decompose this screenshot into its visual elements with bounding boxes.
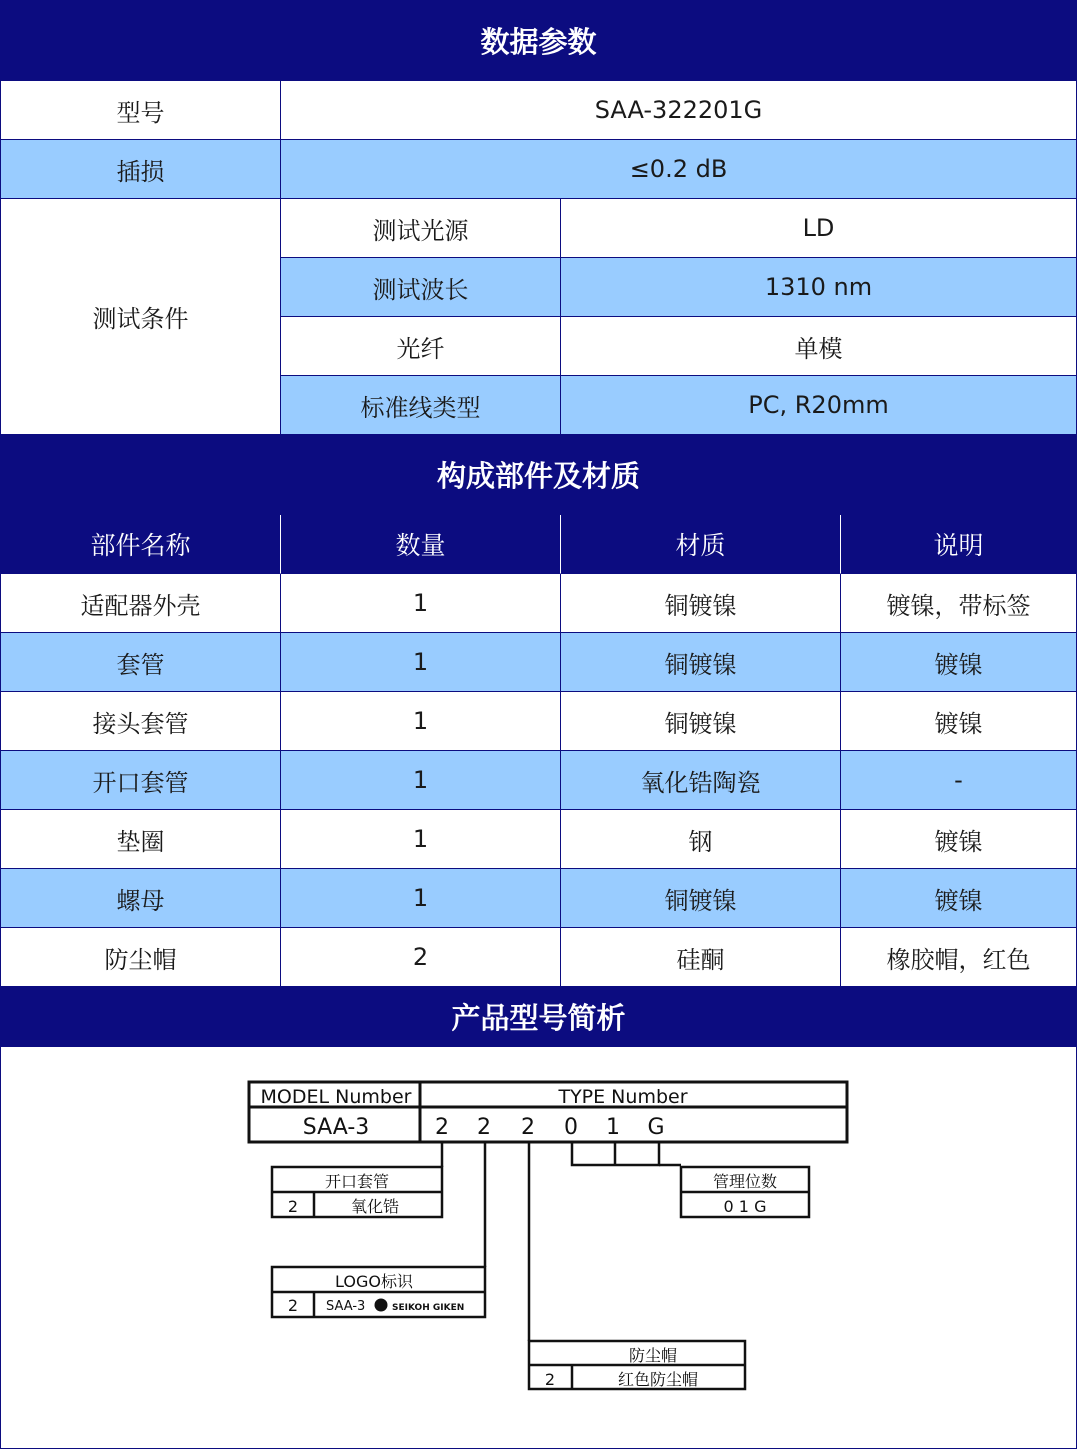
logo-box-desc: SAA-3: [326, 1299, 366, 1314]
logo-box-brand: SEIKOH GIKEN: [392, 1303, 465, 1313]
type-number-label: TYPE Number: [558, 1086, 688, 1108]
column-header: 说明: [841, 515, 1076, 574]
row-label: 型号: [1, 81, 281, 140]
cell-note: 橡胶帽，红色: [841, 928, 1076, 987]
cell-part: 接头套管: [1, 692, 281, 751]
cell-material: 铜镀镍: [561, 869, 841, 928]
cell-part: 垫圈: [1, 810, 281, 869]
connector-lines: [442, 1142, 681, 1341]
cell-part: 防尘帽: [1, 928, 281, 987]
cap-box-title: 防尘帽: [628, 1346, 678, 1365]
table-row: [1, 810, 1076, 869]
cell-material: 铜镀镍: [561, 574, 841, 633]
cell-note: 镀镍: [841, 692, 1076, 751]
column-header: 数量: [281, 515, 561, 574]
section-header-model: [1, 987, 1076, 1047]
table-row: [281, 317, 1076, 376]
table-row: [281, 199, 1076, 258]
cell-qty: 1: [281, 574, 561, 633]
cell-part: 开口套管: [1, 751, 281, 810]
cell-part: 螺母: [1, 869, 281, 928]
table-row: [1, 869, 1076, 928]
condition-label: 测试光源: [281, 199, 561, 258]
condition-value: LD: [561, 199, 1076, 258]
cell-qty: 2: [281, 928, 561, 987]
logo-box-title: LOGO标识: [335, 1272, 413, 1291]
cell-note: 镀镍: [841, 869, 1076, 928]
cell-part: 套管: [1, 633, 281, 692]
cap-box-code: 2: [544, 1370, 556, 1389]
sleeve-box-code: 2: [287, 1197, 299, 1216]
type-digit: 0: [564, 1115, 578, 1140]
type-digit: 2: [435, 1115, 449, 1140]
section-title: 构成部件及材质: [1, 435, 1076, 515]
condition-label: 标准线类型: [281, 376, 561, 435]
row-label: 插损: [1, 140, 281, 199]
condition-value: PC, R20mm: [561, 376, 1076, 435]
cell-note: 镀镍，带标签: [841, 574, 1076, 633]
cell-qty: 1: [281, 869, 561, 928]
model-number-label: MODEL Number: [260, 1086, 412, 1108]
section-title: 产品型号简析: [1, 987, 1076, 1047]
cell-qty: 1: [281, 751, 561, 810]
table-row: [1, 692, 1076, 751]
table-row: [1, 633, 1076, 692]
section-header-components: [1, 435, 1076, 515]
cell-qty: 1: [281, 633, 561, 692]
cell-material: 硅酮: [561, 928, 841, 987]
row-label: 测试条件: [1, 199, 281, 435]
table-row: [281, 258, 1076, 317]
model-code: SAA-3: [302, 1115, 370, 1140]
section-title: 数据参数: [1, 1, 1076, 81]
sleeve-box-desc: 氧化锆: [350, 1197, 400, 1216]
condition-value: 1310 nm: [561, 258, 1076, 317]
model-diagram-svg: [1, 1047, 1076, 1448]
table-header-row: [1, 515, 1076, 574]
cell-material: 铜镀镍: [561, 692, 841, 751]
table-row: [1, 928, 1076, 987]
table-row: [1, 81, 1076, 140]
cell-qty: 1: [281, 810, 561, 869]
row-value: ≤0.2 dB: [281, 140, 1076, 199]
logo-box-code: 2: [287, 1296, 299, 1315]
sleeve-box-title: 开口套管: [324, 1172, 390, 1191]
table-row: [281, 376, 1076, 435]
brand-logo-icon: [375, 1299, 388, 1312]
condition-value: 单模: [561, 317, 1076, 376]
table-row: [1, 751, 1076, 810]
cell-note: 镀镍: [841, 810, 1076, 869]
mgmt-box-title: 管理位数: [712, 1172, 778, 1191]
column-header: 材质: [561, 515, 841, 574]
type-digit: G: [647, 1115, 665, 1140]
cell-note: 镀镍: [841, 633, 1076, 692]
table-row: [1, 140, 1076, 199]
test-conditions-block: [1, 199, 1076, 435]
cell-qty: 1: [281, 692, 561, 751]
type-digit: 2: [477, 1115, 491, 1140]
row-value: SAA-322201G: [281, 81, 1076, 140]
section-header-params: [1, 1, 1076, 81]
condition-label: 光纤: [281, 317, 561, 376]
mgmt-box-code: 0 1 G: [723, 1197, 767, 1216]
cell-material: 钢: [561, 810, 841, 869]
column-header: 部件名称: [1, 515, 281, 574]
condition-label: 测试波长: [281, 258, 561, 317]
cell-material: 铜镀镍: [561, 633, 841, 692]
type-digit: 1: [606, 1115, 620, 1140]
type-digit: 2: [521, 1115, 535, 1140]
cell-note: -: [841, 751, 1076, 810]
table-row: [1, 574, 1076, 633]
cap-box-desc: 红色防尘帽: [617, 1370, 699, 1389]
model-code-diagram: [1, 1047, 1076, 1448]
cell-material: 氧化锆陶瓷: [561, 751, 841, 810]
cell-part: 适配器外壳: [1, 574, 281, 633]
